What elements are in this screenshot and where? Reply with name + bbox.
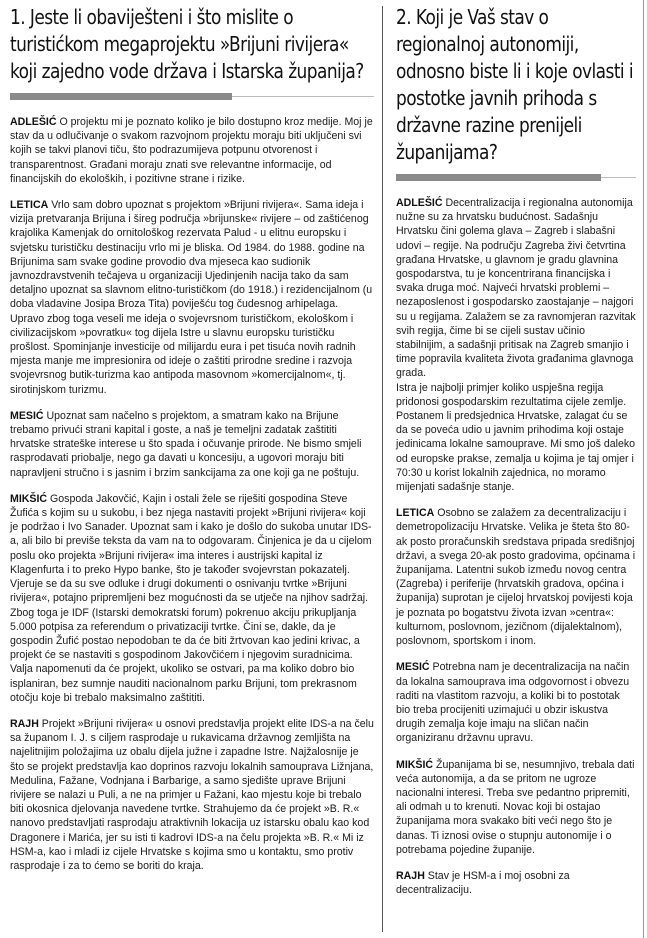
- answer-text: Postanem li predsjednica Hrvatske, zalagat ću se da se poveća udio u javnim prihodima koji ostaje jedinicama lokalne samouprave. Mi smo još daleko od europske prakse, zemalja u kojima je taj omjer i 70:30 u korist lokalnih zajednica, no moramo mijenjati sadašnje stanje.: [396, 410, 636, 494]
- gray-bar: [10, 93, 232, 100]
- answer-text: Projekt »Brijuni rivijera« u osnovi predstavlja projekt elite IDS-a na čelu sa županom I. J. s ciljem rasprodaje u rukavicama državnog zemljišta na najelitnijim položajima uz obalu dijela južne i zapadne Istre. Najžalosnije je što se projekt predstavlja kao doprinos razvoju lokalnih samouprava Ližnjana, Medulina, Fažane, Vodnjana i Barbarige, a samo sjedište uprave Brijuni rivijere se nalazi u Puli, a ne na primjer u Fažani, kao mjestu koje bi trebalo biti okosnica djelovanja navedene tvrtke. Strahujemo da će projekt »B. R.« nanovo predstavljati rasprodaju atraktivnih lokacija uz istarsku obalu kao kod Dragonere i Marića, jer su isti ti kadrovi IDS-a na čelu projekta »B. R.« Mi iz HSM-a, kao i mladi iz cijele Hrvatske s kojima smo u kontaktu, smo protiv rasprodaje i za to ćemo se boriti do kraja.: [10, 717, 374, 872]
- speaker-name: RAJH: [396, 869, 425, 882]
- speaker-name: MESIĆ: [396, 661, 430, 674]
- answer-text: Valja napomenuti da će projekt, ukoliko se ostvari, pa ma koliko dobro bio isplaniran, bez sumnje nauditi nacionalnom parku Brijuni, tom prekrasnom otočju koje bi trebalo maksimalno zaštititi.: [10, 663, 357, 704]
- answer-text: Upravo zbog toga veseli me ideja o svojevrsnom turističkom, ekološkom i civilizacijskom »povratku« tog dijela Istre u slavnu europsku turističku prošlost. Spominjanje investicije od milijardu eura i pet tisuća novih radnih mjesta manje me impresionira od ideje o zaštiti prirodne sredine i razvoja svojevrsnog butik-turizma kao antipoda masovnom »komercijalnom«, tj. sirotinjskom turizmu.: [10, 312, 356, 396]
- question-2-column: [396, 0, 636, 909]
- question-1-rule: [10, 93, 374, 101]
- answer-rajh-q2: [396, 869, 636, 897]
- answer-miksic-q1: [10, 492, 374, 705]
- question-2-heading: 2. Koji je Vaš stav o regionalnoj autonomiji, odnosno biste li i koje ovlasti i postotke javnih prihoda s državne razine prenijeli županijama?: [396, 5, 634, 164]
- speaker-name: LETICA: [10, 199, 49, 212]
- gray-bar: [396, 174, 601, 181]
- answer-rajh-q1: [10, 717, 374, 873]
- column-divider: [382, 6, 383, 932]
- page-edge-line: [643, 0, 644, 938]
- answer-miksic-q2: [396, 758, 636, 857]
- answer-text: Vrlo sam dobro upoznat s projektom »Brijuni rivijera«. Sama ideja i vizija pretvaranja Brijuna i šireg područja »brijunske« rivijere – od zaštićenog krajolika Kamenjak do ornitološkog rezervata Palud - u elitnu europsku i svjetsku turističku destinaciju vrlo mi je bliska. Od 1984. do 1988. godine na Brijunima sam svake godine provodio dva mjeseca kao sudionik javnozdravstvenih tečajeva u organizaciji Ujedinjenih nacija tako da sam detaljno upoznat sa slavnom elitno-turističkom (do 1918.) i rezidencijalnom (u doba vladavine Josipa Broza Tita) poviješću tog čudesnog arhipelaga.: [10, 199, 373, 311]
- speaker-name: MIKŠIĆ: [10, 492, 48, 505]
- speaker-name: MESIĆ: [10, 409, 44, 422]
- answer-adlesic-q1: [10, 115, 374, 186]
- answer-text: Županijama bi se, nesumnjivo, trebala dati veća autonomija, a da se pritom ne ugroze nacionalni interesi. Treba sve pedantno pripremiti, ali odmah u to krenuti. Novac koji bi ostajao županijama mora svakako biti veći nego što je danas. Ti iznosi ovise o stupnju autonomije i o potrebama pojedine županije.: [396, 758, 635, 856]
- speaker-name: LETICA: [396, 507, 435, 520]
- answer-text: Potrebna nam je decentralizacija na način da lokalna samouprava ima odgovornost i obvezu raditi na vlastitom razvoju, a koliki bi to postotak bio treba procijeniti uzimajući u obzir iskustva drugih zemalja koje imaju na sličan način organiziranu državnu upravu.: [396, 661, 630, 745]
- answer-text: Decentralizacija i regionalna autonomija nužne su za hrvatsku budućnost. Sadašnju Hrvatsku čini golema glava – Zagreb i slabašni udovi – regije. Na području Zagreba živi četvrtina građana Hrvatske, u glavnom je gradu glavnina gospodarstva, tu je koncentrirana financijska i svaka druga moć. Najveći hrvatski problemi – nezaposlenost i gospodarsko zaostajanje – najgori su u regijama. Zalažem se za ravnomjeran razvitak svih regija, čime bi se cijeli sustav učinio stabilnijim, a sadašnji pritisak na Zagreb smanjio i time popravila kvaliteta života građanima glavnoga grada.: [396, 197, 636, 380]
- answer-letica-q1: [10, 198, 374, 397]
- answer-mesic-q1: [10, 409, 374, 480]
- answer-text: Osobno se zalažem za decentralizaciju i demetropolizaciju Hrvatske. Velika je šteta što 80-ak posto proračunskih sredstava pripada središnjoj državi, a svega 20-ak posto gradovima, općinama i županijama. Latentni sukob između novog centra (Zagreba) i periferije (hrvatskih gradova, općina i županija) suprotan je cijeloj hrvatskoj povijesti koja je poznata po bogatstvu života izvan »centra«: kulturnom, poslovnom, jezičnom (dijalektalnom), poslovnom, sportskom i inom.: [396, 507, 636, 648]
- answer-text: Zbog toga je IDF (Istarski demokratski forum) pokrenuo akciju prikupljanja 5.000 potpisa za referendum o privatizaciji tvrtke. Čini se, dakle, da je gospodin Žufić postao nepodoban te da će biti žrtvovan kao jedini krivac, a projekt će se nastaviti s gospodinom Jakovčićem i njegovim suradnicima.: [10, 606, 360, 662]
- answer-text: Upoznat sam načelno s projektom, a smatram kako na Brijune trebamo privući strani kapital i goste, a naš je temeljni zadatak zaštititi hrvatske strateške interese u što spada i očuvanje prirode. Ne bismo smjeli rasprodavati priobalje, nego ga davati u koncesiju, a ugovori moraju biti napravljeni stručno i s jasnim i brzim sankcijama za one koji ga ne poštuju.: [10, 409, 362, 479]
- answer-mesic-q2: [396, 660, 636, 745]
- speaker-name: RAJH: [10, 717, 39, 730]
- answer-text: Stav je HSM-a i moj osobni za decentralizaciju.: [396, 869, 570, 897]
- speaker-name: ADLEŠIĆ: [10, 116, 57, 128]
- answer-letica-q2: [396, 506, 636, 648]
- answer-text: O projektu mi je poznato koliko je bilo dostupno kroz medije. Moj je stav da u odlučivanje o svakom razvojnom projektu moraju biti uključeni svi kojih se takvi planovi tiču, što podrazumijeva potpunu otvorenost i transparentnost. Građani moraju znati sve relevantne informacije, od financijskih do ekoloških, i pozitivne strane i rizike.: [10, 116, 373, 185]
- speaker-name: ADLEŠIĆ: [396, 197, 443, 209]
- answer-text: Istra je najbolji primjer koliko uspješna regija pridonosi gospodarskim rezultatima cijele zemlje.: [396, 381, 627, 408]
- question-1-column: [10, 0, 374, 885]
- speaker-name: MIKŠIĆ: [396, 758, 434, 771]
- question-1-heading: 1. Jeste li obaviješteni i što mislite o turistićkom megaprojektu »Brijuni rivijera« koji zajedno vode država i Istarska županija?: [10, 5, 364, 83]
- answer-adlesic-q2: [396, 196, 636, 494]
- question-2-rule: [396, 174, 636, 182]
- answer-text: Gospoda Jakovčić, Kajin i ostali žele se riješiti gospodina Steve Žufića s kojim su u sukobu, i bez njega nastaviti projekt »Brijuni rivijera« koji je podržao i Ivo Sanader. Upoznat sam i kako je došlo do sukoba unutar IDS-a, ali bilo bi previše teksta da vam na to odgovaram. Činjenica je da u cijelom poslu oko projekta »Brijuni rivijera« ima interes i austrijski kapital iz Klagenfurta i to preko Hypo banke, što je također svojevrstan pokazatelj. Vjeruje se da su sve odluke i drugi dokumenti o osnivanju tvrtke »Brijuni rivijera«, potajno pripremljeni bez mogućnosti da se utječe na njihov sadržaj.: [10, 492, 372, 605]
